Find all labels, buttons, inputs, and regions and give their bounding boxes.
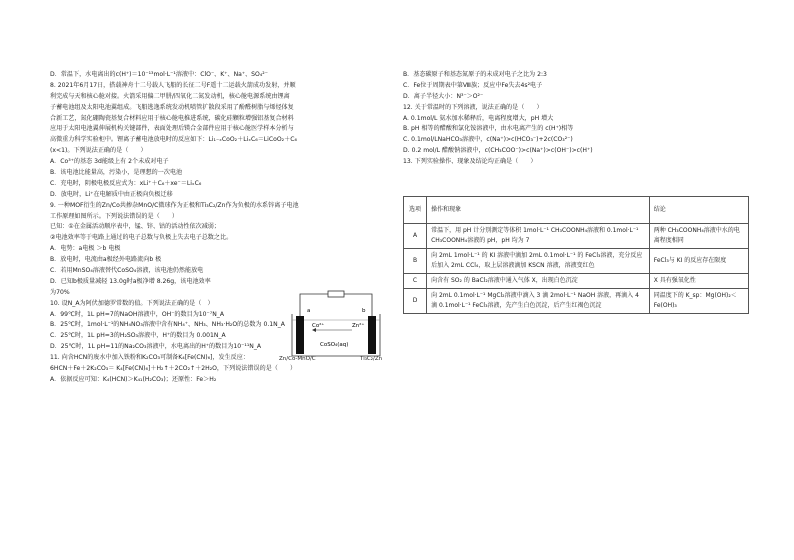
text-line: D．已知b极质量减轻 13.0g时a极净增 8.26g，该电池效率 [50, 277, 211, 285]
text-line: (x<1)。下列说法正确的是（ ） [50, 147, 147, 155]
label-co-ion: Co²⁺ [312, 323, 325, 329]
label-left-electrode: Zn/Co-MnO/C [279, 356, 316, 362]
text-line: B．基态碳原子和基态氮原子的未成对电子之比为 2:3 [403, 71, 547, 78]
battery-diagram [279, 290, 390, 362]
table-row [404, 274, 749, 289]
header-conclusion: 结论 [649, 197, 748, 224]
text-line: 已知：①在金属活动顺序表中，锰、锌、钴的活动性依次减弱； [50, 223, 220, 231]
text-line: B．该电池比能量高，污染小，是理想的一次电池 [50, 169, 183, 177]
row-option: A [404, 224, 427, 249]
text-line: C．若用MnSO₄溶液替代CoSO₄溶液，该电池仍然能放电 [50, 267, 204, 275]
label-a: a [307, 308, 311, 314]
beaker [292, 314, 380, 356]
label-b: b [362, 308, 366, 314]
row-option: B [404, 249, 427, 274]
text-line: 8. 2021年6月17日，搭载神舟十二号载人飞船的长征二号F遥十二运载火箭成功发射，并顺 [50, 81, 296, 89]
text-line: D．离子半径大小：N³⁻＞O²⁻ [403, 92, 484, 100]
text-line: B. pH 相等的醋酸和氯化铵溶液中，由水电离产生的 c(H⁺)相等 [403, 125, 574, 133]
header-operation: 操作和现象 [427, 197, 650, 224]
row-operation: 向含有 SO₂ 的 BaCl₂溶液中通入气体 X，出现白色沉淀 [427, 274, 650, 289]
text-line: A．Co³⁺的基态 3d能级上有 2个未成对电子 [50, 158, 169, 166]
text-line: A. 0.1mol/L 氨水加水稀释后，电离程度增大，pH 增大 [403, 114, 554, 122]
electrode-a [296, 316, 304, 354]
text-line: 为70% [50, 288, 70, 296]
text-line: A．99℃时，1L pH=7的NaOH溶液中，OH⁻的数目为10⁻⁷N_A [50, 310, 224, 318]
text-line: ②电池效率等于电路上通过的电子总数与负极上失去电子总数之比。 [50, 234, 233, 242]
text-line: 利完成与天和核心舱对接。火箭采用偏二甲肼/四氧化二氮发动机，核心舱电源系统由锂离 [50, 92, 290, 100]
label-electrolyte: CoSO₄(aq) [320, 342, 349, 348]
text-line: D．常温下，水电离出的c(H⁺)＝10⁻¹³mol·L⁻¹溶液中：ClO⁻、K⁺、Na⁺、SO₄²⁻ [50, 71, 268, 78]
row-operation: 向 2mL 0.1mol·L⁻¹ MgCl₂溶液中滴入 3 滴 2mol·L⁻¹ NaOH 溶液，再滴入 4 滴 0.1mol·L⁻¹ FeCl₃溶液，先产生白色沉淀，后产生红褐色沉淀 [427, 289, 650, 314]
text-line: D. 0.2 mol/L 醋酸钠溶液中，c(CH₃COO⁻)>c(Na⁺)>c(OH⁻)>c(H⁺) [403, 147, 593, 155]
row-option: D [404, 289, 427, 314]
text-line: B．25℃时，1mol·L⁻¹的NH₄NO₃溶液中含有NH₄⁺、NH₃、NH₃·H₂O的总数为 0.1N_A [50, 321, 285, 329]
right-column [403, 70, 749, 168]
text-line: 10. 设N_A为阿伏加德罗常数的值。下列说法正确的是（ ） [50, 299, 214, 307]
table-row [404, 224, 749, 249]
table-row [404, 249, 749, 274]
row-conclusion: FeCl₃与 KI 的反应存在限度 [649, 249, 748, 274]
row-conclusion: 同温度下的 K_sp：Mg(OH)₂＜Fe(OH)₃ [649, 289, 748, 314]
text-line: A．依据反应可知：K₄(HCN)＞K₄₁(H₂CO₃)；还原性：Fe＞H₂ [50, 375, 217, 383]
table-header-row [404, 197, 749, 224]
text-line: 11. 向含HCN的废水中加入铁粉和K₂CO₃可制备K₄[Fe(CN)₆]，发生反应： [50, 354, 249, 362]
text-line: B．放电时，电流由a极经外电路流向b 极 [50, 256, 162, 264]
row-conclusion: 两种 CH₃COONH₄溶液中水的电离程度相同 [649, 224, 748, 249]
text-line: 工作原理如图所示。下列说法错误的是（ ） [50, 212, 178, 220]
text-line: 12. 关于常温时的下列溶液，说法正确的是（ ） [403, 103, 543, 111]
load-resistor [328, 291, 344, 297]
header-option: 选项 [404, 197, 427, 224]
row-operation: 向 2mL 1mol·L⁻¹ 的 KI 溶液中滴加 2mL 0.1mol·L⁻¹ 的 FeCl₃溶液，充分反应后加入 2mL CCl₄，取上层溶液滴加 KSCN 溶液，溶液变红色 [427, 249, 650, 274]
text-line: C. 0.1mol/LNaHCO₃溶液中，c(Na⁺)>c(HCO₃⁻)+2c(CO₃²⁻) [403, 136, 573, 144]
row-option: C [404, 274, 427, 289]
text-line: A．电势：a电极 ＞b 电极 [50, 245, 121, 253]
electrode-b [368, 316, 376, 354]
text-line: C．充电时，阴极电极反应式为：xLi⁺＋C₆＋xe⁻＝LiₓC₆ [50, 179, 202, 187]
text-line: 13. 下列实验操作、现象及结论均正确是（ ） [403, 158, 537, 166]
text-line: D．25℃时，1L pH=11的Na₂CO₃溶液中，水电离出的H⁺的数目为10⁻¹¹N_A [50, 343, 262, 351]
row-conclusion: X 具有强氧化性 [649, 274, 748, 289]
row-operation: 常温下，用 pH 计分别测定等体积 1mol·L⁻¹ CH₃COONH₄溶液和 0.1mol·L⁻¹ CH₃COONH₄溶液的 pH，pH 均为 7 [427, 224, 650, 249]
text-line: 高微重力科学实验柜中。锂离子蓄电池放电时的反应如下：Li₁₋ₓCoO₂＋LiₓC₆＝LiCoO₂＋C₆ [50, 136, 297, 144]
experiment-table [403, 196, 749, 314]
text-line: C．Fe位于周期表中第Ⅷ族；反应中Fe失去4s²电子 [403, 81, 543, 89]
text-line: 9. 一种MOF衍生的Zn/Co共掺杂MnO/C微球作为正极和Ti₃C₂/Zn作为负极的水系锌离子电池 [50, 201, 299, 209]
text-line: 子蓄电池组及太阳电池翼组成。飞船逃逸系统发动机喷管扩散段采用了酚醛树脂与烯烃体复 [50, 103, 294, 111]
text-line: 6HCN＋Fe＋2K₂CO₃＝ K₄[Fe(CN)₆]＋H₂↑＋2CO₂↑＋2H₂O，下列说法错误的是（ ） [50, 365, 297, 373]
battery-diagram-svg [282, 290, 390, 362]
text-line: 合新工艺，氮化硼陶瓷基复合材料应用于核心舱电推进系统，碳化硅颗粒增强铝基复合材料 [50, 114, 294, 122]
label-zn-ion: Zn²⁺ [352, 323, 365, 329]
text-line: 应用于太阳电池翼伸展机构关键部件，表面处理后镁合金部件应用于核心舱医学样本分析与 [50, 125, 294, 133]
text-line: C．25℃时，1L pH=3的H₂SO₃溶液中，H⁺的数目为 0.001N_A [50, 332, 226, 340]
table-row [404, 289, 749, 314]
label-right-electrode: Ti₃C₂/Zn [360, 356, 383, 362]
text-line: D．放电时，Li⁺在电解质中由正极向负极迁移 [50, 190, 173, 198]
